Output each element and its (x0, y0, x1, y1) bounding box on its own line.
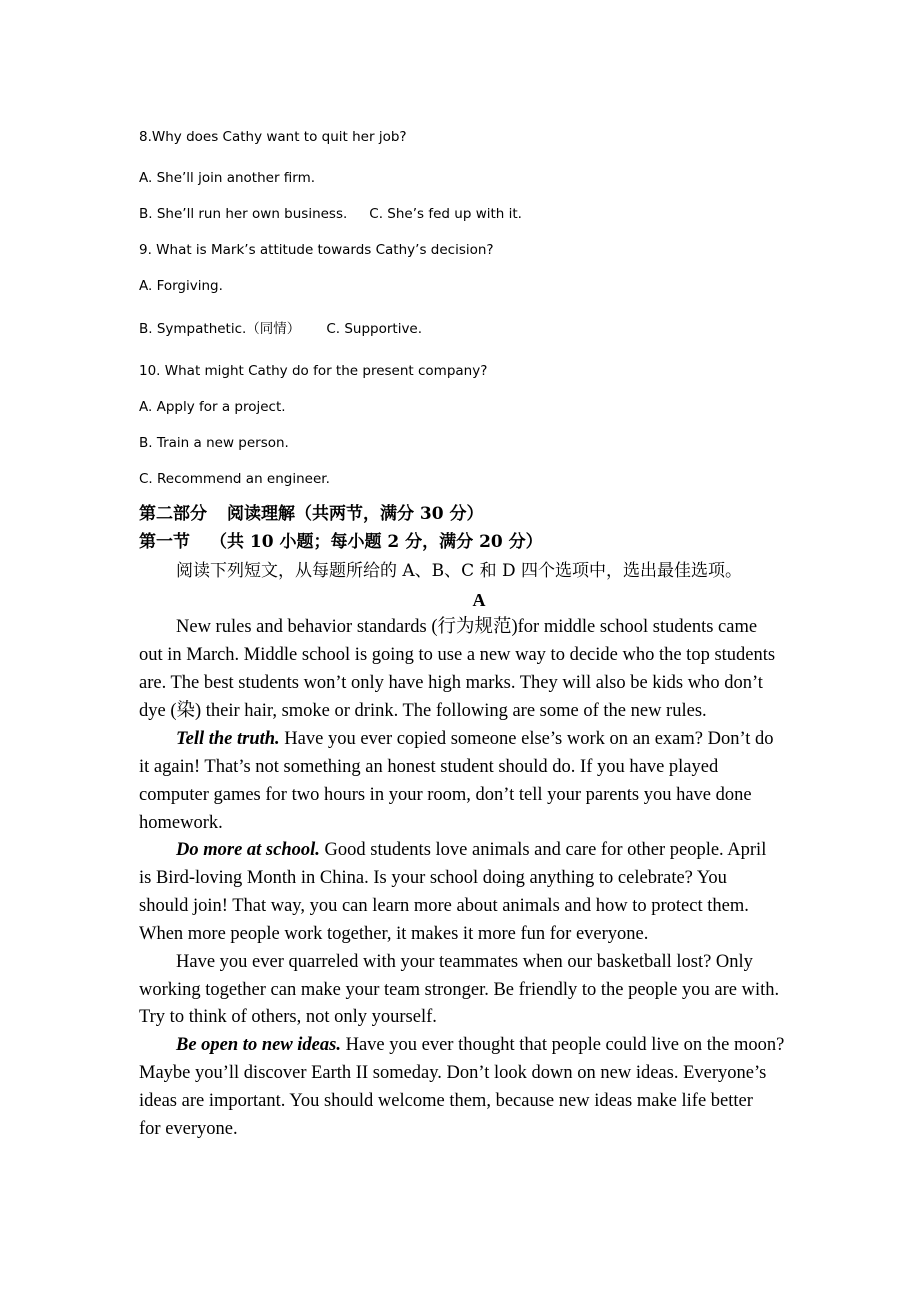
question-8-option-c: C. She’s fed up with it. (369, 206, 522, 222)
passage-line: are. The best students won’t only have high marks. They will also be kids who don’t (139, 673, 763, 693)
passage-line: working together can make your team stronger. Be friendly to the people you are with. (139, 980, 780, 1000)
passage-line (176, 728, 774, 750)
passage-line: is Bird-loving Month in China. Is your school doing anything to celebrate? You (139, 868, 727, 888)
question-9-option-a: A. Forgiving. (139, 278, 223, 294)
passage-line: it again! That’s not something an honest student should do. If you have played (139, 757, 719, 777)
part-two-heading (139, 503, 484, 525)
passage-line: When more people work together, it makes it more fun for everyone. (139, 924, 649, 944)
part-two-label: 第二部分 (139, 504, 207, 524)
section-one-heading (139, 531, 543, 553)
rule-tell-the-truth: Tell the truth. (176, 729, 280, 749)
passage-line (176, 1034, 784, 1056)
passage-text: Good students love animals and care for other people. April (319, 840, 767, 860)
part-two-title: 阅读理解（共两节，满分 30 分） (227, 504, 484, 524)
passage-line: ideas are important. You should welcome them, because new ideas make life better (139, 1091, 753, 1111)
question-9: 9. What is Mark’s attitude towards Cathy’s decision? (139, 242, 494, 258)
passage-line: dye (染) their hair, smoke or drink. The following are some of the new rules. (139, 701, 707, 721)
section-one-title: （共 10 小题；每小题 2 分，满分 20 分） (210, 532, 543, 552)
passage-line: out in March. Middle school is going to use a new way to decide who the top students (139, 645, 776, 665)
question-10-option-a: A. Apply for a project. (139, 399, 286, 415)
passage-line: Try to think of others, not only yourself. (139, 1007, 437, 1027)
reading-instruction: 阅读下列短文，从每题所给的 A、B、C 和 D 四个选项中，选出最佳选项。 (176, 561, 743, 581)
question-8-options-bc (139, 205, 522, 223)
rule-be-open-to-new-ideas: Be open to new ideas. (176, 1035, 341, 1055)
question-10: 10. What might Cathy do for the present company? (139, 363, 488, 379)
rule-do-more-at-school: Do more at school. (176, 840, 320, 860)
section-one-label: 第一节 (139, 532, 190, 552)
passage-line: should join! That way, you can learn more about animals and how to protect them. (139, 896, 749, 916)
question-8: 8.Why does Cathy want to quit her job? (139, 129, 407, 145)
passage-line (176, 839, 766, 861)
question-8-option-b: B. She’ll run her own business. (139, 206, 348, 222)
question-9-option-c: C. Supportive. (326, 321, 423, 337)
passage-text: Have you ever thought that people could live on the moon? (340, 1035, 785, 1055)
passage-line: for everyone. (139, 1119, 238, 1139)
question-10-option-c: C. Recommend an engineer. (139, 471, 330, 487)
question-9-option-b: B. Sympathetic.（同情） (139, 321, 301, 337)
passage-line: computer games for two hours in your room, don’t tell your parents you have done (139, 785, 752, 805)
passage-line: Maybe you’ll discover Earth II someday. Don’t look down on new ideas. Everyone’s (139, 1063, 767, 1083)
passage-line: Have you ever quarreled with your teammates when our basketball lost? Only (176, 952, 753, 972)
question-9-options-bc (139, 320, 422, 338)
passage-text: Have you ever copied someone else’s work on an exam? Don’t do (279, 729, 774, 749)
passage-line: New rules and behavior standards (行为规范)for middle school students came (176, 617, 758, 637)
question-10-option-b: B. Train a new person. (139, 435, 289, 451)
question-8-option-a: A. She’ll join another firm. (139, 170, 316, 186)
passage-line: homework. (139, 813, 223, 833)
passage-letter: A (472, 590, 486, 610)
